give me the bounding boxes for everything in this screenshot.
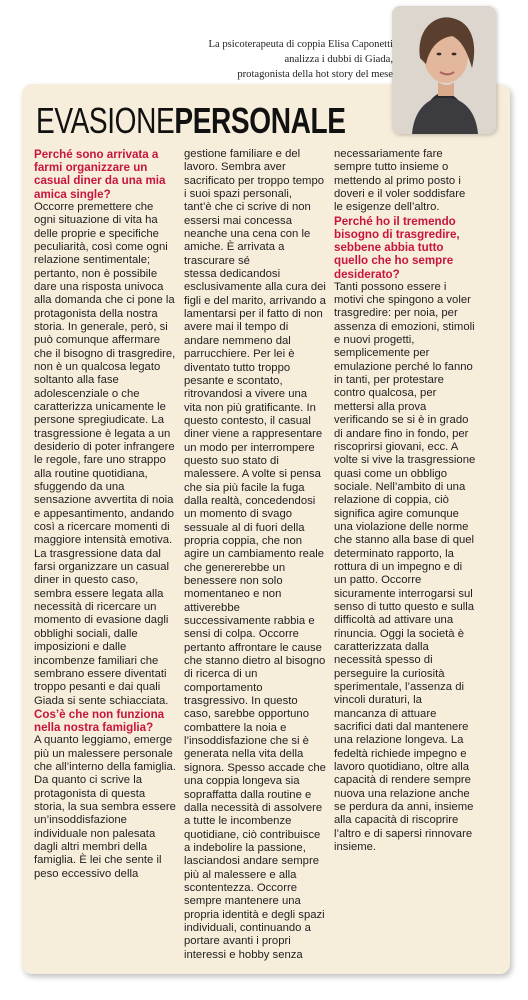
intro-line-1: La psicoterapeuta di coppia Elisa Caponetti [208, 39, 393, 50]
question-3: Perché ho il tremendo bisogno di trasgredire, sebbene abbia tutto quello che ho sempre desiderato? [334, 214, 460, 281]
answer-2-continued: necessariamente fare sempre tutto insieme o mettendo al primo posto i doveri e il voler soddisfare le esigenze dell’altro. [334, 148, 466, 214]
title-bold-word: PERSONALE [174, 100, 346, 141]
answer-1: Occorre premettere che ogni situazione di vita ha delle proprie e specifiche peculiarità, così come ogni relazione sentimentale; pertanto, non è possibile dare una risposta univoca alla domanda che ci pone la protagonista della nostra storia. In generale, però, si può comunque affermare che il bisogno di trasgredire, non è un qualcosa legato soltanto alla fase adolescenziale o che caratterizza unicamente le persone spregiudicate. La trasgressione è legata a un desiderio di poter infrangere le regole, fare uno strappo alla routine quotidiana, sfuggendo da una sensazione avvertita di noia e appesantimento, andando così a ricercare momenti di maggiore intensità emotiva. La trasgressione data dal farsi organizzare un casual diner in questo caso, sembra essere legata alla necessità di ricercare un momento di evasione dagli obblighi sociali, dalle imposizioni e dalle incombenze familiari che sembrano essere diventati troppo pesanti e dai quali Giada si sente schiacciata. [34, 200, 176, 707]
answer-2-part-4: stessa dedicandosi esclusivamente alla cura dei figli e del marito, arrivando a lamentarsi per il fatto di non avere mai il tempo di andare nemmeno dal parrucchiere. Per lei è diventato tutto troppo pesante e scontato, ritrovandosi a vivere una vita non più gratificante. In questo contesto, il casual diner viene a rappresentare un modo per interrompere questo suo stato di malessere. A volte si pensa che sia più facile la fuga dalla realtà, concedendosi un momento di svago sessuale al di fuori della propria coppia, che non agire un cambiamento reale che genererebbe un benessere non solo momentaneo e non attiverebbe successivamente rabbia e sensi di colpa. Occorre pertanto affrontare le cause che stanno dietro al bisogno di ricerca di un comportamento trasgressivo. In questo caso, sarebbe opportuno combattere la noia e l’insoddisfazione che si è generata nella vita della signora. Spesso accade che una coppia longeva sia sopraffatta dalla routine e dalla necessità di assolvere a tutte le incombenze quotidiane, ciò contribuisce a indebolire la passione, lasciandosi andare sempre più al malessere e alla scontentezza. Occorre sempre mantenere una propria identità e degli spazi individuali, continuando a portare avanti i propri interessi e hobby senza [184, 268, 326, 961]
title-light-word: EVASIONE [36, 100, 175, 141]
intro-line-3: protagonista della hot story del mese [237, 69, 393, 80]
intro-caption [133, 37, 393, 82]
author-photo [392, 6, 496, 134]
article-title [36, 100, 346, 142]
answer-2-part-3: tant’è che ci scrive di non essersi mai concessa neanche una cena con le amiche. È arrivata a trascurare sé [184, 201, 311, 267]
intro-line-2: analizza i dubbi di Giada, [284, 54, 393, 65]
question-2: Cos’è che non funziona nella nostra famiglia? [34, 707, 165, 735]
column-3 [334, 148, 476, 855]
column-2 [184, 148, 326, 962]
column-1 [34, 148, 176, 881]
answer-2-part-2: gestione familiare e del lavoro. Sembra aver sacrificato per troppo tempo i suoi spazi personali, [184, 148, 325, 201]
answer-3: Tanti possono essere i motivi che spingono a voler trasgredire: per noia, per assenza di emozioni, stimoli e nuovi progetti, semplicemente per emulazione perché lo fanno in tanti, per protestare contro qualcosa, per mettersi alla prova verificando se si è in grado di andare fino in fondo, per riscoprirsi giovani, ecc. A volte si vive la trasgressione quasi come un obbligo sociale. Nell’ambito di una relazione di coppia, ciò significa agire comunque una violazione delle norme che stanno alla base di quel determinato rapporto, la rottura di un impegno e di un patto. Occorre sicuramente interrogarsi sul senso di tutto questo e sulla difficoltà ad attivare una rinuncia. Oggi la società è caratterizzata dalla necessità spesso di perseguire la curiosità sperimentale, l’assenza di vincoli duraturi, la mancanza di attuare sacrifici dati dal mantenere una relazione longeva. La fedeltà richiede impegno e lavoro quotidiano, oltre alla capacità di rendere sempre nuova una relazione anche se perdura da anni, insieme alla capacità di riscoprire l’altro e di sapersi rinnovare insieme. [334, 280, 476, 854]
answer-2-part-1: A quanto leggiamo, emerge più un malessere personale che all’interno della famiglia. Da quanto ci scrive la protagonista di questa storia, la sua sembra essere un’insoddisfazione individuale non palesata dagli altri membri della famiglia. È lei che sente il peso eccessivo della [34, 734, 176, 880]
question-1: Perché sono arrivata a farmi organizzare un casual diner da una mia amica single? [34, 148, 166, 201]
